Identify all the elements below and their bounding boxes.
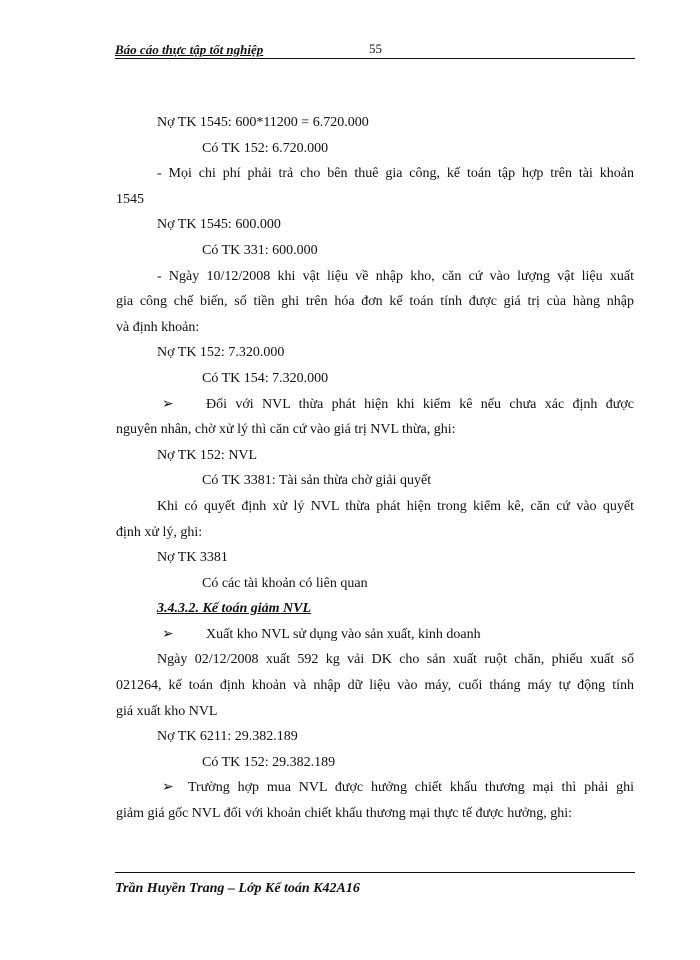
page-footer [115,872,635,896]
journal-credit-line: Có TK 331: 600.000 [202,242,318,258]
journal-debit-line: Nợ TK 1545: 600.000 [157,217,281,233]
page-number: 55 [369,41,382,56]
bullet-text: Đối với NVL thừa phát hiện khi kiểm kê nếu chưa xác định được [206,396,634,412]
journal-debit-line: Nợ TK 6211: 29.382.189 [157,729,298,745]
paragraph-line: - Ngày 10/12/2008 khi vật liệu về nhập kho, căn cứ vào lượng vật liệu xuất [157,268,634,284]
journal-credit-line: Có TK 154: 7.320.000 [202,370,329,386]
paragraph-line: Khi có quyết định xử lý NVL thừa phát hiện trong kiểm kê, căn cứ vào quyết [157,498,634,514]
paragraph-line: Ngày 02/12/2008 xuất 592 kg vải DK cho sản xuất ruột chăn, phiếu xuất số [157,652,634,668]
bullet-line [116,775,634,801]
section-heading-line [116,596,634,622]
bullet-text: Xuất kho NVL sử dụng vào sản xuất, kinh doanh [206,626,481,642]
journal-debit-line: Nợ TK 1545: 600*11200 = 6.720.000 [157,115,369,130]
bullet-arrow-icon: ➢ [162,396,174,412]
paragraph-line: và định khoản: [116,319,200,335]
paragraph-line: - Mọi chi phí phải trả cho bên thuê gia công, kế toán tập hợp trên tài khoản [157,166,634,182]
paragraph-line: định xử lý, ghi: [116,524,203,540]
journal-credit-line: Có TK 3381: Tài sản thừa chờ giải quyết [202,473,432,489]
bullet-line [116,392,634,418]
footer-text: Trần Huyền Trang – Lớp Kế toán K42A16 [115,881,360,896]
section-heading: 3.4.3.2. Kế toán giảm NVL [157,601,312,617]
journal-credit-line: Có TK 152: 6.720.000 [202,140,329,156]
paragraph-line: nguyên nhân, chờ xử lý thì căn cứ vào giá trị NVL thừa, ghi: [116,422,456,438]
bullet-arrow-icon: ➢ [162,626,174,642]
paragraph-line: gia công chế biến, số tiền ghi trên hóa đơn kế toán tính được giá trị của hàng nhập [116,294,634,310]
document-body [116,110,634,827]
paragraph-line: 1545 [116,191,144,207]
journal-credit-line: Có các tài khoản có liên quan [202,575,368,591]
paragraph-line: 021264, kế toán định khoản và nhập dữ liệu vào máy, cuối tháng máy tự động tính [116,678,634,694]
bullet-arrow-icon: ➢ [162,780,174,796]
journal-debit-line: Nợ TK 152: 7.320.000 [157,345,285,361]
journal-credit-line: Có TK 152: 29.382.189 [202,754,336,770]
paragraph-line: giá xuất kho NVL [116,703,218,719]
header-title: Báo cáo thực tập tốt nghiệp [115,42,264,57]
page-header [115,40,635,59]
bullet-line [116,622,634,648]
journal-debit-line: Nợ TK 152: NVL [157,447,258,463]
journal-debit-line: Nợ TK 3381 [157,550,228,566]
paragraph-line: giảm giá gốc NVL đối với khoản chiết khấu thương mại thực tế được hưởng, ghi: [116,806,573,822]
bullet-text: Trường hợp mua NVL được hưởng chiết khấu thương mại thì phải ghi [188,780,634,796]
